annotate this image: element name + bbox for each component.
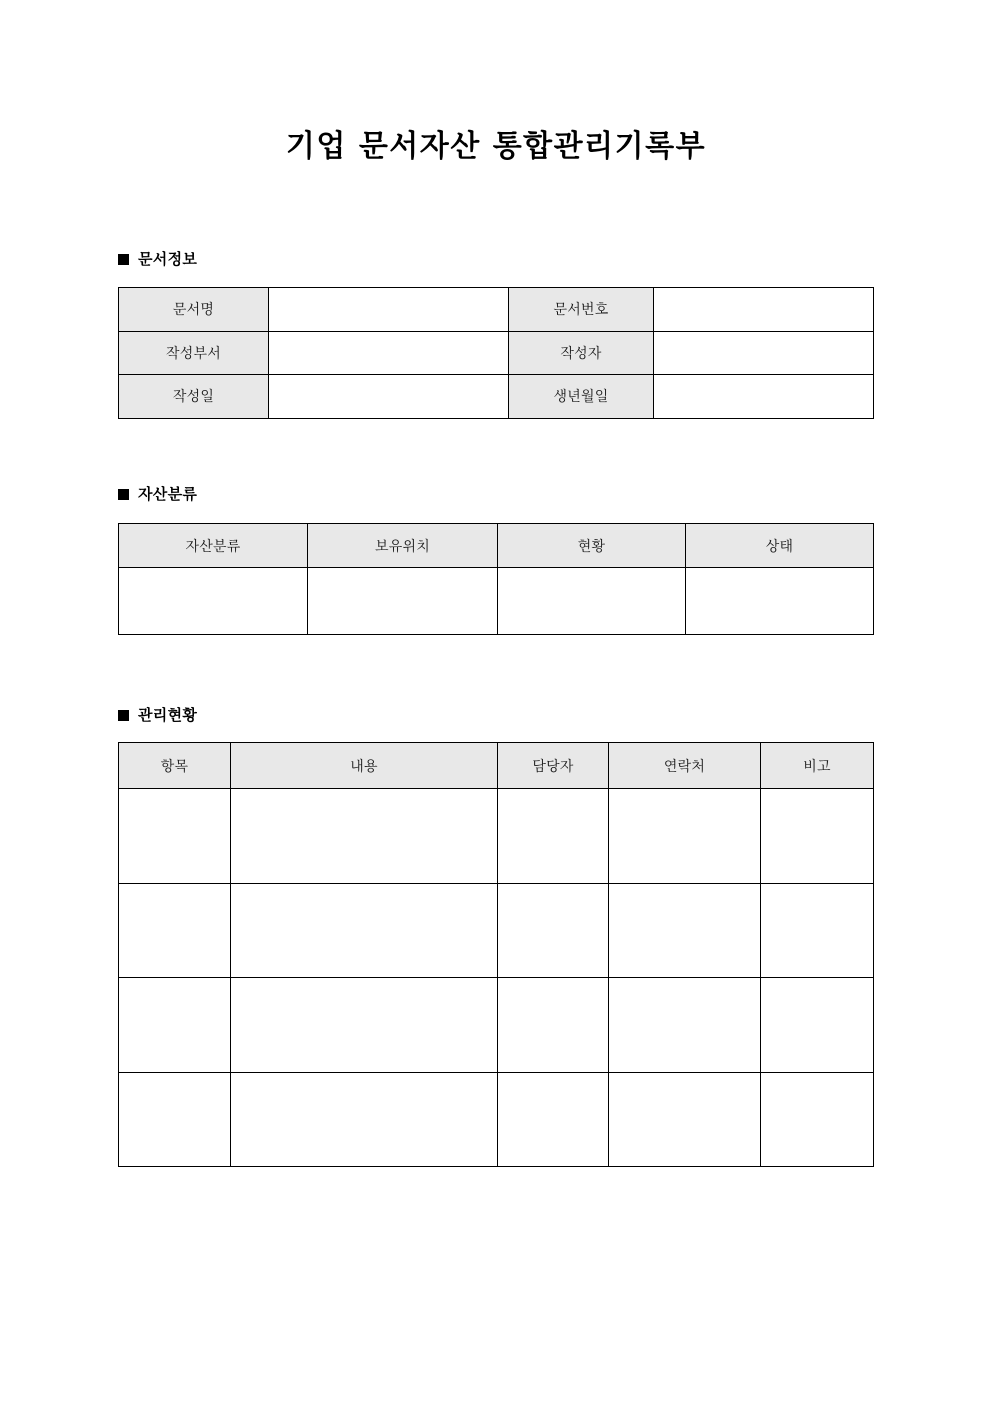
cell-current-state[interactable] — [498, 568, 686, 635]
cell-content[interactable] — [231, 978, 498, 1073]
column-header-content: 내용 — [231, 743, 498, 789]
cell-remarks[interactable] — [761, 978, 874, 1073]
table-row — [119, 978, 874, 1073]
cell-remarks[interactable] — [761, 1072, 874, 1167]
section-heading-status-label: 관리현황 — [138, 706, 198, 724]
field-label-birth-date: 생년월일 — [509, 375, 654, 419]
field-label-created-date: 작성일 — [119, 375, 269, 419]
cell-manager[interactable] — [498, 883, 609, 978]
table-row — [119, 1072, 874, 1167]
cell-remarks[interactable] — [761, 883, 874, 978]
cell-item[interactable] — [119, 978, 231, 1073]
column-header-asset-category: 자산분류 — [119, 524, 308, 568]
cell-manager[interactable] — [498, 978, 609, 1073]
field-value-author[interactable] — [654, 331, 874, 375]
cell-asset-category[interactable] — [119, 568, 308, 635]
cell-item[interactable] — [119, 789, 231, 884]
table-row — [119, 331, 874, 375]
cell-remarks[interactable] — [761, 789, 874, 884]
field-label-department: 작성부서 — [119, 331, 269, 375]
field-value-document-name[interactable] — [269, 288, 509, 332]
square-bullet-icon — [118, 710, 129, 721]
section-heading-info — [118, 252, 197, 267]
document-info-table — [118, 287, 874, 419]
square-bullet-icon — [118, 489, 129, 500]
column-header-condition: 상태 — [686, 524, 874, 568]
field-label-author: 작성자 — [509, 331, 654, 375]
table-row — [119, 375, 874, 419]
cell-location[interactable] — [308, 568, 498, 635]
cell-content[interactable] — [231, 789, 498, 884]
section-heading-asset — [118, 487, 197, 502]
field-label-document-name: 문서명 — [119, 288, 269, 332]
column-header-location: 보유위치 — [308, 524, 498, 568]
table-row — [119, 789, 874, 884]
table-header-row — [119, 524, 874, 568]
table-row — [119, 568, 874, 635]
square-bullet-icon — [118, 254, 129, 265]
cell-contact[interactable] — [609, 978, 761, 1073]
column-header-current-state: 현황 — [498, 524, 686, 568]
section-heading-asset-label: 자산분류 — [138, 485, 198, 503]
cell-contact[interactable] — [609, 789, 761, 884]
field-value-birth-date[interactable] — [654, 375, 874, 419]
cell-content[interactable] — [231, 883, 498, 978]
field-value-department[interactable] — [269, 331, 509, 375]
column-header-manager: 담당자 — [498, 743, 609, 789]
management-status-table — [118, 742, 874, 1167]
section-heading-info-label: 문서정보 — [138, 250, 198, 268]
asset-classification-table — [118, 523, 874, 635]
cell-content[interactable] — [231, 1072, 498, 1167]
cell-manager[interactable] — [498, 789, 609, 884]
table-row — [119, 288, 874, 332]
column-header-contact: 연락처 — [609, 743, 761, 789]
table-header-row — [119, 743, 874, 789]
cell-contact[interactable] — [609, 1072, 761, 1167]
table-row — [119, 883, 874, 978]
cell-condition[interactable] — [686, 568, 874, 635]
field-label-document-number: 문서번호 — [509, 288, 654, 332]
section-heading-status — [118, 708, 197, 723]
column-header-item: 항목 — [119, 743, 231, 789]
cell-contact[interactable] — [609, 883, 761, 978]
field-value-created-date[interactable] — [269, 375, 509, 419]
cell-item[interactable] — [119, 1072, 231, 1167]
field-value-document-number[interactable] — [654, 288, 874, 332]
cell-item[interactable] — [119, 883, 231, 978]
cell-manager[interactable] — [498, 1072, 609, 1167]
column-header-remarks: 비고 — [761, 743, 874, 789]
page-title: 기업 문서자산 통합관리기록부 — [285, 129, 707, 164]
